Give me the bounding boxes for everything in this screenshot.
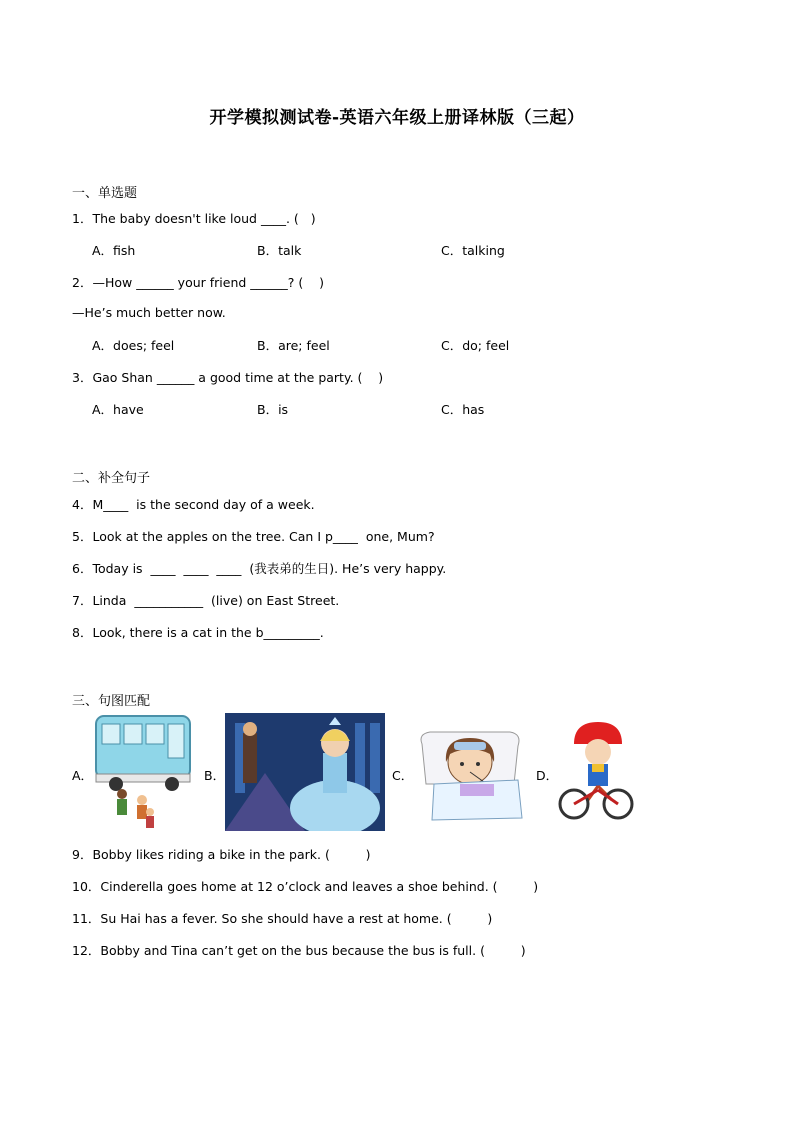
sick-girl-picture [414, 724, 526, 822]
q2-option-b: B．are; feel [257, 338, 330, 353]
section-heading-single-choice: 一、单选题 [72, 186, 138, 201]
question-5: 5．Look at the apples on the tree. Can I p____ one, Mum? [72, 529, 435, 544]
q2-option-c: C．do; feel [441, 338, 510, 353]
question-12: 12．Bobby and Tina can’t get on the bus because the bus is full. ( ) [72, 943, 526, 958]
question-11: 11．Su Hai has a fever. So she should have a rest at home. ( ) [72, 911, 493, 926]
q3-option-b: B．is [257, 402, 289, 417]
question-9: 9．Bobby likes riding a bike in the park. ( ) [72, 847, 371, 862]
question-2: 2．—How ______ your friend ______? ( ) [72, 275, 325, 290]
q3-option-c: C．has [441, 402, 485, 417]
question-4: 4．M____ is the second day of a week. [72, 497, 315, 512]
question-7: 7．Linda ___________ (live) on East Street. [72, 593, 340, 608]
question-1: 1．The baby doesn't like loud ____. ( ) [72, 211, 316, 226]
section-heading-picture-matching: 三、句图匹配 [72, 694, 151, 709]
image-label-c: C． [392, 768, 414, 783]
question-2-reply: —He’s much better now. [72, 305, 226, 320]
image-label-d: D． [536, 768, 559, 783]
question-3: 3．Gao Shan ______ a good time at the party. ( ) [72, 370, 384, 385]
image-label-b: B． [204, 768, 226, 783]
boy-bike-picture [558, 720, 634, 824]
bus-picture [92, 712, 194, 832]
q1-option-b: B．talk [257, 243, 302, 258]
q3-option-a: A．have [92, 402, 144, 417]
q2-option-a: A．does; feel [92, 338, 175, 353]
question-8: 8．Look, there is a cat in the b_________. [72, 625, 324, 640]
section-heading-complete-sentences: 二、补全句子 [72, 471, 151, 486]
question-10: 10．Cinderella goes home at 12 o’clock and leaves a shoe behind. ( ) [72, 879, 539, 894]
page-title: 开学模拟测试卷-英语六年级上册译林版（三起） [209, 108, 585, 128]
image-label-a: A． [72, 768, 94, 783]
q1-option-a: A．fish [92, 243, 136, 258]
question-6: 6．Today is ____ ____ ____ (我表弟的生日). He’s very happy. [72, 561, 447, 576]
q1-option-c: C．talking [441, 243, 505, 258]
cinderella-picture [225, 713, 385, 831]
